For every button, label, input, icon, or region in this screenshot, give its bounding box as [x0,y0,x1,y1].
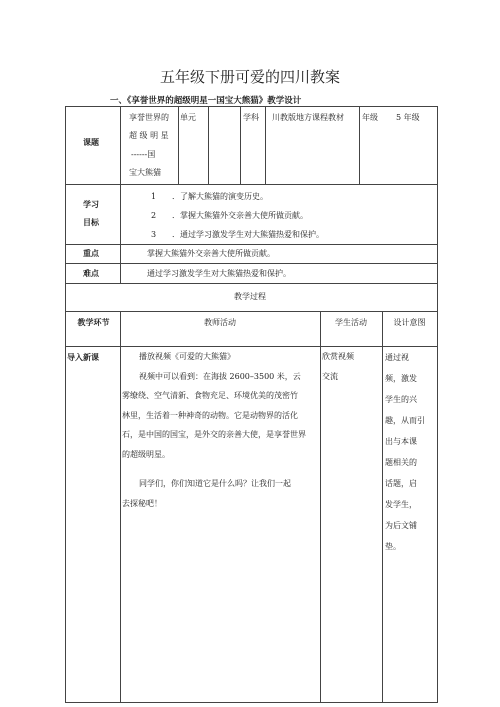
design-line: 题相关的 [385,458,417,467]
subject-value: 川教版地方课程教材 [272,113,344,122]
topic-value-line: ------国 [131,150,156,159]
topic-value-line: 超 级 明 星 [129,131,169,140]
goals-label-line: 学习 [83,200,99,209]
goal-text: ．了解大熊猫的演变历史。 [172,192,268,201]
table-rule [65,283,438,284]
goals-label-line: 目标 [83,218,99,227]
table-rule [120,106,121,184]
unit-label: 单元 [180,113,196,122]
student-line: 欣赏视频 [322,352,354,361]
table-rule [65,106,438,107]
teacher-line: 播放视频《可爱的大熊猫》 [139,352,235,361]
column-header-stage: 教学环节 [77,318,110,327]
grade-label: 年级 [362,113,378,122]
table-rule [65,184,438,185]
table-rule [382,311,383,702]
teacher-line: 林里，生活着一种神奇的动物。它是动物界的活化 [122,410,298,420]
column-header-teacher: 教师活动 [204,318,236,327]
key-point-text: 掌握大熊猫外交亲善大使所做贡献。 [147,249,275,258]
teacher-line: 的超级明星。 [122,449,170,459]
goal-number: 2 [151,211,157,220]
table-rule [178,106,179,184]
document-title: 五年级下册可爱的四川教案 [159,68,340,86]
table-rule [437,106,438,702]
design-line: 出与本课 [385,437,417,446]
table-rule [65,106,66,702]
goal-text: ．通过学习激发学生对大熊猫热爱和保护。 [172,230,324,239]
design-line: 话题，启 [385,479,417,488]
process-heading: 教学过程 [234,292,266,301]
table-rule [240,106,241,184]
teacher-activity [122,347,319,513]
grade-value: 5 年级 [396,113,420,122]
table-rule [265,106,266,184]
difficulty-text: 通过学习激发学生对大熊猫热爱和保护。 [147,269,291,278]
student-line: 交流 [322,371,338,381]
topic-label: 课题 [83,138,99,147]
design-line: 为后文铺 [385,521,417,530]
design-line: 趣，从而引 [385,416,425,425]
subject-label: 学科 [243,113,259,122]
goal-number: 3 [151,230,157,239]
table-rule [320,311,321,702]
table-rule [65,263,438,264]
table-rule [65,244,438,245]
topic-value-line: 宝大熊猫 [129,168,161,177]
table-rule [120,184,121,283]
design-line: 频，激发 [385,374,417,383]
teacher-line: 去探秘吧！ [122,498,162,508]
design-line: 通过视 [385,353,409,362]
teacher-line: 视频中可以看到：在海拔 2600–3500 米，云 [139,371,301,381]
key-point-label: 重点 [83,249,99,258]
difficulty-label: 难点 [83,269,99,278]
teacher-line: 同学们，你们知道它是什么吗？让我们一起 [139,479,291,488]
column-header-student: 学生活动 [335,318,367,327]
design-line: 学生的兴 [385,395,417,404]
teacher-line: 石，是中国的国宝，是外交的亲善大使，是享誉世界 [122,430,306,439]
goal-text: ．掌握大熊猫外交亲善大使所做贡献。 [172,211,308,220]
goal-number: 1 [151,192,157,201]
student-activity [322,347,354,386]
teacher-line: 雾缭绕、空气清新、食物充足、环境优美的茂密竹 [122,391,298,400]
column-header-design: 设计意图 [393,318,426,327]
design-line: 发学生， [385,500,417,509]
stage-intro: 导入新课 [67,353,99,362]
table-rule [359,106,360,184]
table-rule [120,311,121,702]
table-rule [65,702,438,703]
table-rule [208,106,209,184]
design-line: 垫。 [385,542,401,551]
document-subtitle: 一、《享誉世界的超级明星一国宝大熊猫》教学设计 [110,96,302,106]
topic-value-line: 享誉世界的 [129,113,169,122]
design-intent [385,347,437,557]
